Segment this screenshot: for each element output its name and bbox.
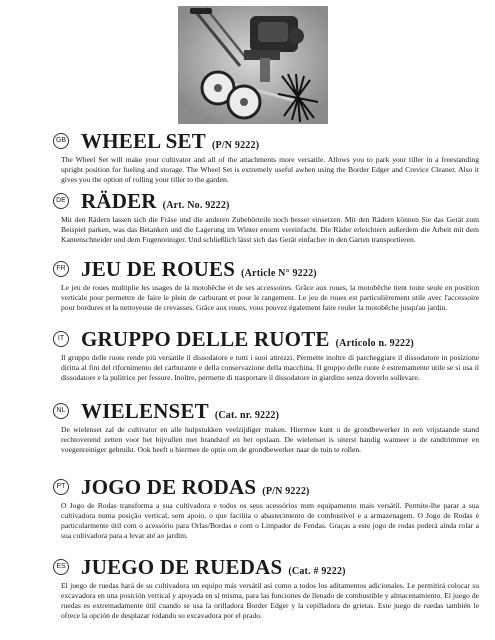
section-title <box>81 476 310 503</box>
section-fr <box>56 257 479 313</box>
title-text: JUEGO DE RUEDAS <box>81 555 283 579</box>
part-number: (Article N° 9222) <box>241 268 317 279</box>
section-title <box>81 190 230 217</box>
section-title <box>81 130 259 157</box>
part-number: (P/N 9222) <box>262 486 310 497</box>
language-badge-it: IT <box>53 331 69 347</box>
part-number: (Articolo n. 9222) <box>335 338 414 349</box>
tiller-wheel-set-photo <box>178 6 328 124</box>
section-title <box>81 258 317 285</box>
title-text: GRUPPO DELLE RUOTE <box>81 327 330 351</box>
section-body: El juego de ruedas hará de su cultivadora un equipo más versátil así como a todos los aditamentos adicionales. Le permitirá colocar su excavadora en una posición vertical y apoyada en sí misma, para las funciones de llenado de combustible y almacenamiento. El juego de ruedas es extremadamente útil cuando se usa la orilladora Border Edger y la cepilladora de grietas. Este juego de ruedas también le ofrece la opción de desplazar rodando su excavadora por el prado. <box>61 581 479 620</box>
language-badge-fr: FR <box>53 261 69 277</box>
part-number: (Cat. # 9222) <box>288 566 346 577</box>
title-text: RÄDER <box>81 189 157 213</box>
section-body: De wielenset zal de cultivator en alle hulpstukken veelzijdiger maken. Hiermee kunt u de grondbewerker in een vrijstaande stand rechtoverend zetten voor het bijvullen met brandstof en het opslaan. De wielenset is uiterst handig wanneer u de randtrimmer en voegenreiniger gebruikt. Ook heeft u hiermee de optie om de grondbewerker naar de tuin te rollen. <box>61 425 479 454</box>
part-number: (P/N 9222) <box>211 140 260 151</box>
language-badge-es: ES <box>53 559 69 575</box>
section-nl <box>56 399 479 455</box>
language-badge-de: DE <box>53 193 69 209</box>
section-body: Le jeu de roues multiplie les usages de la motobêche et de ses accessoires. Grâce aux roues, la motobêche tient toute seule en position verticale pour permettre de faire le plein de carburant et pour le rangement. Le jeu de roues est particulièrement utile avec l'accessoire pour bordures et la nettoyeuse de crevasses. Grâce aux roues, vous pouvez également faire rouler la motobêche jusqu'au jardin. <box>61 283 479 312</box>
section-body: O Jogo de Rodas transforma a sua cultivadora e todos os seus acessórios num equipamento mais versátil. Permite-lhe parar a sua cultivadora numa posição vertical, sem apoio, o que facilita o abastecimento de combustível e a armazenagem. O Jogo de Rodas é particularmente útil com o acessório para Orlas/Bordas e com o Limpador de Fendas. Graças a este jogo de rodas poderá ainda rolar a sua cultivadora para a levar até ao jardim. <box>61 501 479 540</box>
section-de <box>56 189 479 245</box>
title-text: WHEEL SET <box>81 129 206 153</box>
section-title <box>81 400 279 427</box>
section-title <box>81 556 346 583</box>
title-text: JOGO DE RODAS <box>81 475 257 499</box>
section-body: The Wheel Set will make your cultivator and all of the attachments more versatile. Allows you to park your tiller in a freestanding upright position for fueling and storage. The Wheel Set is extremely useful awhen using the Border Edger and Crevice Cleaner. Also it gives you the option of rolling your tiller to the garden. <box>61 155 479 184</box>
section-body: Mit den Rädern lassen sich die Fräse und die anderen Zubehörteile noch besser einsetzen. Mit den Rädern können Sie das Gerät zum Beispiel parken, was das Betanken und die Lagerung im Winter enorm vereinfacht. Die Räder erleichtern außerdem die Arbeit mit dem Kantenschneider und dem Fugenreiniger. Und schließlich lässt sich das Gerät einfacher in den Garten transportieren. <box>61 215 479 244</box>
section-body: Il gruppo delle ruote rende più versatile il dissodatore e tutti i suoi attrezzi. Permette inoltre di parcheggiare il dissodatore in posizione diritta al fini del rifornimento del carburante e della conservazione della macchina. Il gruppo delle ruote è estremamente utile se si usa il dissodatore e la pulitrice per fessure. Inoltre, permette di trasportare il dissodatore in giardino senza doverlo sollevare. <box>61 353 479 382</box>
language-badge-gb: GB <box>53 133 69 149</box>
section-gb <box>55 129 479 185</box>
part-number: (Art. No. 9222) <box>162 200 230 211</box>
title-text: JEU DE ROUES <box>81 257 236 281</box>
part-number: (Cat. nr. 9222) <box>214 410 280 421</box>
section-pt <box>56 475 479 541</box>
section-title <box>81 328 414 355</box>
language-badge-nl: NL <box>53 403 69 419</box>
title-text: WIELENSET <box>81 399 209 423</box>
section-it <box>57 327 479 383</box>
language-badge-pt: PT <box>53 479 69 495</box>
section-es <box>56 555 479 621</box>
